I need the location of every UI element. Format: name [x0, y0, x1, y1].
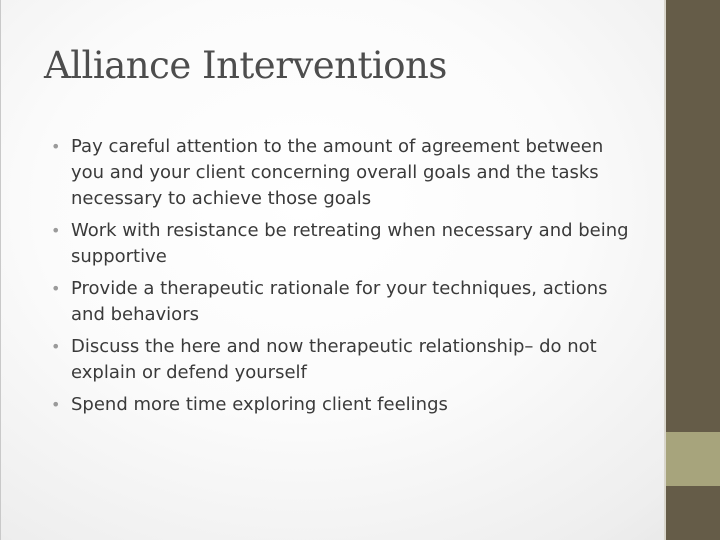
slide-title: Alliance Interventions [44, 44, 447, 87]
bullet-text: Provide a therapeutic rationale for your techniques, actions and behaviors [71, 278, 608, 325]
decorative-accent-block [666, 432, 720, 486]
bullet-item [51, 392, 641, 418]
bullet-text: Work with resistance be retreating when necessary and being supportive [71, 220, 629, 267]
bullet-text: Pay careful attention to the amount of agreement between you and your client concerning overall goals and the tasks necessary to achieve those goals [71, 136, 604, 209]
bullet-item [51, 218, 641, 270]
bullet-dot-icon: • [51, 137, 61, 156]
slide-left-border [0, 0, 1, 540]
bullet-dot-icon: • [51, 279, 61, 298]
bullet-text: Spend more time exploring client feelings [71, 394, 448, 415]
bullet-dot-icon: • [51, 395, 61, 414]
bullet-text: Discuss the here and now therapeutic relationship– do not explain or defend yourself [71, 336, 597, 383]
bullet-item [51, 276, 641, 328]
bullet-item [51, 134, 641, 212]
bullet-list [51, 134, 641, 424]
bullet-dot-icon: • [51, 221, 61, 240]
bullet-dot-icon: • [51, 337, 61, 356]
bullet-item [51, 334, 641, 386]
